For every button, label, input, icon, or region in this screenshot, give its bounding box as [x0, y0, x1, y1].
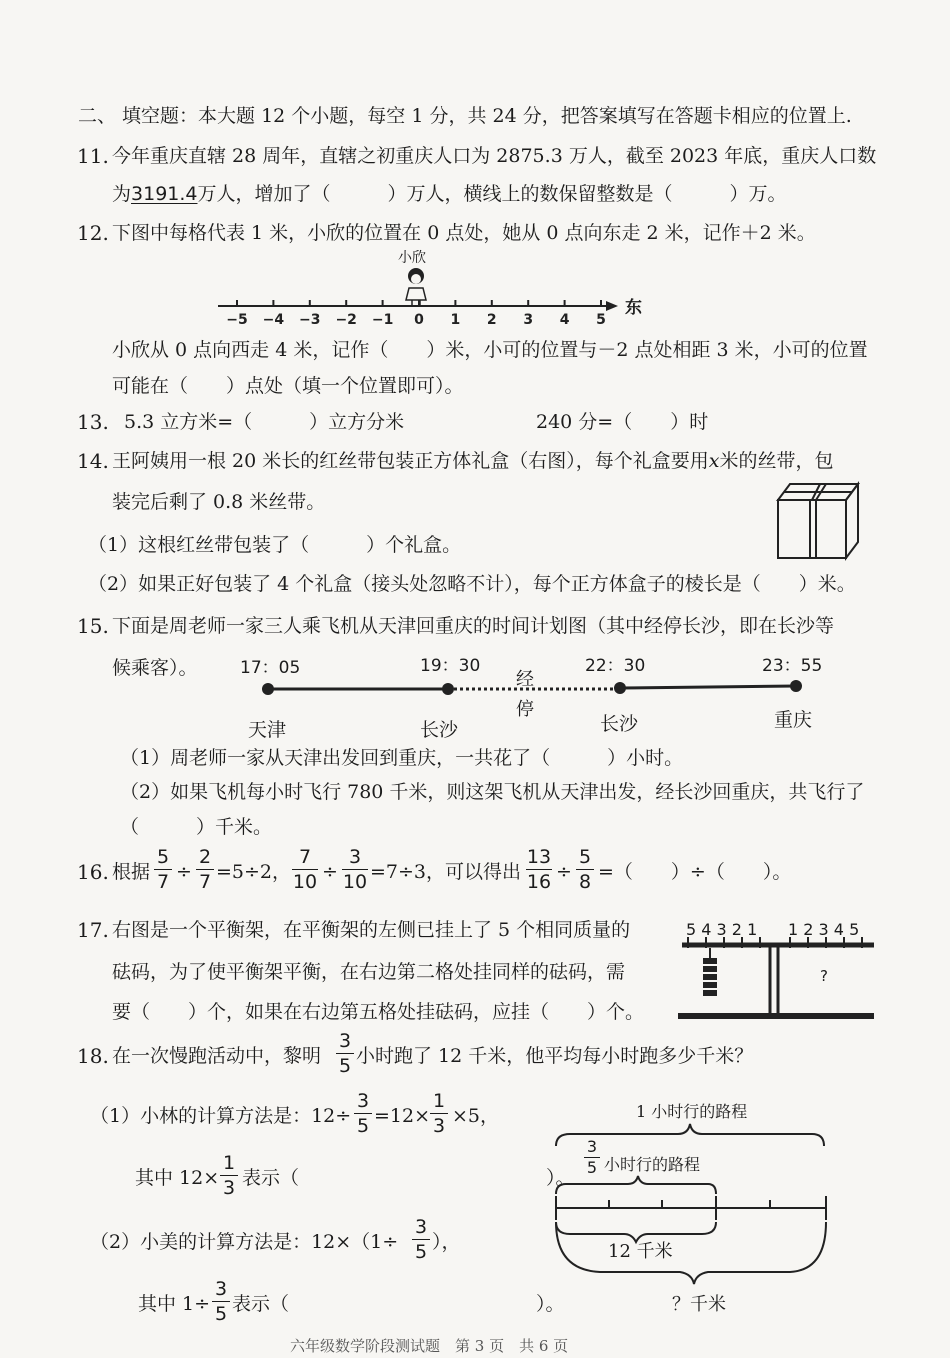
tick-label: −5 — [226, 312, 248, 328]
q16-frac1: 5 7 — [154, 846, 172, 893]
q18-s1-frac1: 3 5 — [354, 1090, 372, 1137]
tick-label: −1 — [371, 312, 394, 328]
q11-underlined-number: 3191.4 — [131, 183, 198, 205]
q14-sub1: （1）这根红丝带包装了（ ）个礼盒。 — [88, 534, 462, 556]
q18-s2b-frac: 3 5 — [212, 1278, 230, 1325]
q18-s2-post: ）， — [432, 1231, 461, 1253]
person-label: 小欣 — [398, 250, 426, 266]
q14-line1-pre: 王阿姨用一根 20 米长的红丝带包装正方体礼盒（右图），每个礼盒要用 — [112, 450, 709, 472]
east-label: 东 — [625, 298, 642, 318]
girl-figure-icon — [406, 268, 426, 306]
q16-frac5: 13 16 — [526, 846, 552, 893]
stop-label-top: 经 — [516, 669, 534, 690]
q16-number: 16. — [77, 860, 109, 884]
q14-line1-post: 米的丝带，包 — [719, 450, 834, 472]
q12-line3: 可能在（ ）点处（填一个位置即可）。 — [112, 375, 464, 397]
q13-part2: 240 分=（ ）时 — [536, 411, 709, 433]
q17-line3: 要（ ）个，如果在右边第五格处挂砝码，应挂（ ）个。 — [112, 1001, 645, 1023]
place-tianjin: 天津 — [248, 719, 287, 741]
q18-s1-mid: =12× — [374, 1105, 431, 1127]
q15-sub1: （1）周老师一家从天津出发回到重庆，一共花了（ ）小时。 — [120, 747, 684, 769]
section-heading: 二、 填空题：本大题 12 个小题，每空 1 分，共 24 分，把答案填写在答题卡相应的位置上. — [78, 105, 852, 127]
tick-label: 3 — [523, 312, 534, 328]
weight-1 — [703, 958, 717, 964]
weight-2 — [703, 966, 717, 972]
tick-label: 4 — [559, 312, 570, 328]
q18-line1-post: 小时跑了 12 千米，他平均每小时跑多少千米？ — [356, 1045, 754, 1067]
q15-number: 15. — [77, 614, 109, 638]
time-tianjin: 17：05 — [240, 658, 301, 678]
tick-label: −3 — [299, 312, 321, 328]
weight-5 — [703, 990, 717, 996]
q15-sub2b: （ ）千米。 — [120, 816, 273, 838]
q15-line1: 下面是周老师一家三人乘飞机从天津回重庆的时间计划图（其中经停长沙，即在长沙等 — [112, 615, 835, 637]
q14-variable: x — [708, 450, 720, 472]
q16-tail: =（ ）÷（ ）。 — [598, 861, 792, 883]
q14-number: 14. — [77, 449, 109, 473]
tick-label: −4 — [262, 312, 285, 328]
q14-line2: 装完后剩了 0.8 米丝带。 — [112, 491, 326, 513]
q16-eq2: =7÷3，可以得出 — [370, 861, 522, 883]
q11-line1: 今年重庆直辖 28 周年，直辖之初重庆人口为 2875.3 万人，截至 2023 年底，重庆人口数 — [112, 145, 877, 167]
tianjin-point — [262, 683, 274, 695]
q18-frac-main: 3 5 — [336, 1030, 354, 1077]
q11-line2-pre: 为 — [112, 183, 132, 205]
q17-line2: 砝码，为了使平衡架平衡，在右边第二格处挂同样的砝码，需 — [112, 961, 626, 983]
q18-s2-pre: （2）小美的计算方法是：12×（1÷ — [90, 1231, 399, 1253]
q14-sub2: （2）如果正好包装了 4 个礼盒（接头处忽略不计），每个正方体盒子的棱长是（ ）米。 — [88, 573, 856, 595]
q16-eq1: =5÷2， — [216, 861, 292, 883]
q16-op1: ÷ — [176, 861, 192, 883]
q16-op3: ÷ — [556, 861, 572, 883]
q18-s2b-pre: 其中 1÷ — [138, 1293, 211, 1315]
q18-s1-post: ×5， — [452, 1105, 500, 1127]
gift-box-figure — [778, 484, 858, 558]
balance-left-scale: 5 4 3 2 1 — [686, 920, 758, 939]
place-changsha-2: 长沙 — [600, 713, 639, 735]
q16-frac2: 2 7 — [196, 846, 214, 893]
number-line-ticks — [226, 300, 606, 328]
diagram-12km-label: 12 千米 — [608, 1241, 673, 1262]
q18-s1-frac2: 1 3 — [430, 1090, 448, 1137]
time-changsha-arrive: 19：30 — [420, 656, 481, 676]
q18-s1b-frac: 1 3 — [220, 1152, 238, 1199]
q16-op2: ÷ — [322, 861, 338, 883]
q16-frac6: 5 8 — [576, 846, 594, 893]
q14-line1 — [112, 449, 834, 473]
changsha-arrive-point — [442, 683, 454, 695]
q13-part1: 5.3 立方米=（ ）立方分米 — [124, 411, 405, 433]
changsha-depart-point — [614, 682, 626, 694]
q16-frac4: 3 10 — [342, 846, 368, 893]
q18-s1: （1）小林的计算方法是：12÷ — [90, 1105, 352, 1127]
tick-label: 0 — [414, 312, 424, 328]
q13-number: 13. — [77, 410, 109, 434]
q15-sub2: （2）如果飞机每小时飞行 780 千米，则这架飞机从天津出发，经长沙回重庆，共飞行了 — [120, 781, 865, 803]
q18-s2-frac: 3 5 — [412, 1216, 430, 1263]
q17-number: 17. — [77, 918, 109, 942]
balance-unknown-mark: ? — [820, 967, 828, 985]
q12-number: 12. — [77, 221, 109, 245]
stop-label-bottom: 停 — [516, 699, 534, 720]
q16-pre: 根据 — [112, 861, 151, 883]
q18-s2b-post: 表示（ ）。 — [232, 1293, 565, 1315]
time-chongqing: 23：55 — [762, 656, 823, 676]
q18-s1b-pre: 其中 12× — [135, 1167, 220, 1189]
q17-line1: 右图是一个平衡架，在平衡架的左侧已挂上了 5 个相同质量的 — [112, 919, 631, 941]
q12-line1: 下图中每格代表 1 米，小欣的位置在 0 点处，她从 0 点向东走 2 米，记作＋2 米。 — [112, 222, 816, 244]
q18-line1-pre: 在一次慢跑活动中，黎明 — [112, 1045, 322, 1067]
q18-number: 18. — [77, 1044, 109, 1068]
weight-4 — [703, 982, 717, 988]
tick-label: 1 — [450, 312, 461, 328]
balance-frame-figure — [678, 937, 874, 1016]
q18-s1b-post: 表示（ ）。 — [242, 1167, 575, 1189]
q15-line2: 候乘客）。 — [112, 657, 198, 679]
diagram-fraction-hour-label: 小时行的路程 — [604, 1155, 701, 1174]
tick-label: 5 — [596, 312, 606, 328]
time-changsha-depart: 22：30 — [585, 656, 646, 676]
place-changsha-1: 长沙 — [420, 719, 459, 741]
diagram-unknown-km-label: ？千米 — [672, 1294, 726, 1315]
balance-right-scale: 1 2 3 4 5 — [788, 920, 860, 939]
q11-line2-post: 万人，增加了（ ）万人，横线上的数保留整数是（ ）万。 — [197, 183, 787, 205]
weight-3 — [703, 974, 717, 980]
tick-label: 2 — [486, 312, 497, 328]
diagram-frac: 3 5 — [584, 1138, 600, 1177]
page-footer: 六年级数学阶段测试题 第 3 页 共 6 页 — [290, 1337, 569, 1355]
chongqing-point — [790, 680, 802, 692]
q11-number: 11. — [77, 144, 109, 168]
q16-frac3: 7 10 — [292, 846, 318, 893]
place-chongqing: 重庆 — [774, 709, 813, 731]
diagram-one-hour-label: 1 小时行的路程 — [636, 1102, 748, 1121]
q12-line2: 小欣从 0 点向西走 4 米，记作（ ）米，小可的位置与－2 点处相距 3 米，小可的位置 — [112, 339, 868, 361]
tick-label: −2 — [335, 312, 357, 328]
